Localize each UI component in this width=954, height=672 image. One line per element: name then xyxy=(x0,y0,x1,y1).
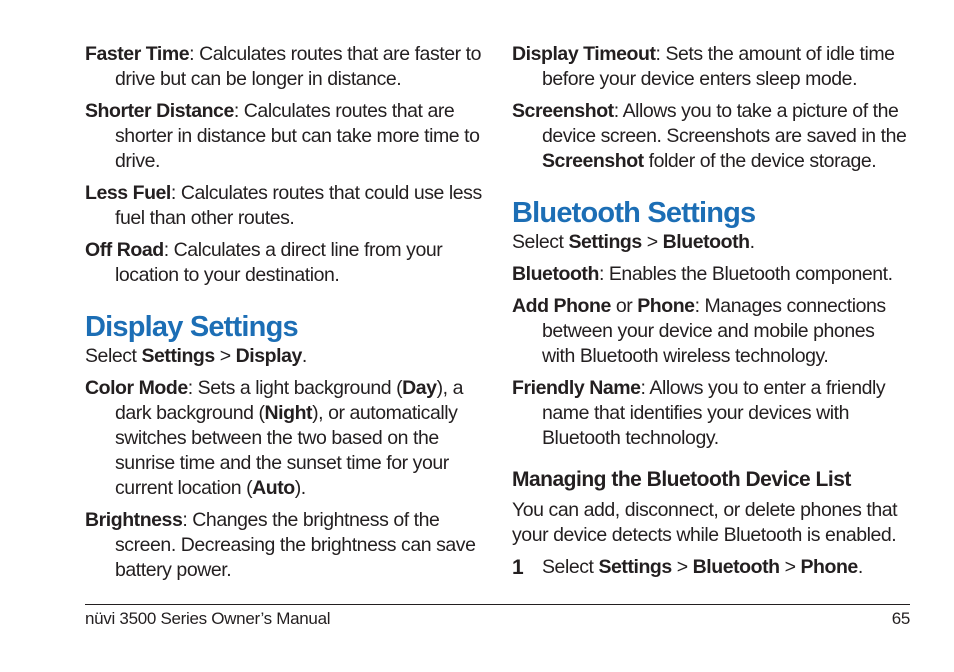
option-night: Night xyxy=(264,402,313,424)
description: : Calculates routes that could use less fuel than other routes. xyxy=(115,182,482,229)
description: : Calculates routes that are faster to drive but can be longer in distance. xyxy=(115,43,481,90)
folder-name: Screenshot xyxy=(542,150,644,172)
display-timeout-entry xyxy=(512,42,912,92)
footer-manual-title: nüvi 3500 Series Owner’s Manual xyxy=(85,609,331,628)
shorter-distance-entry xyxy=(85,99,485,174)
step-text xyxy=(542,555,863,580)
text: ), a dark background ( xyxy=(115,377,463,424)
bluetooth-settings-heading: Bluetooth Settings xyxy=(512,197,756,229)
menu-bluetooth: Bluetooth xyxy=(692,556,780,578)
term: Phone xyxy=(637,295,695,317)
term: Display Timeout xyxy=(512,43,656,65)
term: Brightness xyxy=(85,509,183,531)
footer-divider xyxy=(85,604,910,605)
step-number: 1 xyxy=(512,556,524,579)
text: folder of the device storage. xyxy=(643,150,877,172)
left-column xyxy=(85,42,485,590)
menu-phone: Phone xyxy=(800,556,858,578)
text: Select xyxy=(512,231,569,253)
off-road-entry xyxy=(85,238,485,288)
device-list-subheading: Managing the Bluetooth Device List xyxy=(512,468,851,491)
brightness-entry xyxy=(85,508,485,583)
color-mode-entry xyxy=(85,376,485,501)
text: or xyxy=(610,295,638,317)
description: : Allows you to enter a friendly name that identifies your devices with Bluetooth technology. xyxy=(542,377,886,449)
term: Friendly Name xyxy=(512,377,641,399)
term: Faster Time xyxy=(85,43,190,65)
display-settings-heading: Display Settings xyxy=(85,311,298,343)
menu-settings: Settings xyxy=(598,556,672,578)
term: Color Mode xyxy=(85,377,188,399)
text: Select xyxy=(85,345,142,367)
text: . xyxy=(301,345,307,367)
option-day: Day xyxy=(402,377,437,399)
bluetooth-select-path xyxy=(512,230,912,255)
text: ). xyxy=(294,477,306,499)
description: : Sets the amount of idle time before your device enters sleep mode. xyxy=(542,43,895,90)
menu-settings: Settings xyxy=(141,345,215,367)
menu-display: Display xyxy=(235,345,302,367)
device-list-intro: You can add, disconnect, or delete phones that your device detects while Bluetooth is enabled. xyxy=(512,499,898,546)
description: : Calculates routes that are shorter in distance but can take more time to drive. xyxy=(115,100,480,172)
display-select-path xyxy=(85,344,485,369)
option-auto: Auto xyxy=(252,477,295,499)
term: Off Road xyxy=(85,239,164,261)
less-fuel-entry xyxy=(85,181,485,231)
bluetooth-entry xyxy=(512,262,912,287)
separator: > xyxy=(641,231,663,253)
add-phone-entry xyxy=(512,294,912,369)
text: ), or automatically switches between the two based on the sunrise time and the sunset time for your current location ( xyxy=(115,402,458,499)
description: : Changes the brightness of the screen. Decreasing the brightness can save battery power. xyxy=(115,509,476,581)
separator: > xyxy=(779,556,801,578)
text: : Sets a light background ( xyxy=(187,377,403,399)
right-column xyxy=(512,42,912,580)
text: . xyxy=(749,231,755,253)
term: Bluetooth xyxy=(512,263,599,285)
description: : Enables the Bluetooth component. xyxy=(598,263,893,285)
description: : Manages connections between your device and mobile phones with Bluetooth wireless technology. xyxy=(542,295,886,367)
separator: > xyxy=(214,345,236,367)
step-1 xyxy=(512,555,912,580)
menu-bluetooth: Bluetooth xyxy=(662,231,750,253)
term: Screenshot xyxy=(512,100,614,122)
text: Select xyxy=(542,556,599,578)
text: . xyxy=(857,556,863,578)
text: : Allows you to take a picture of the device screen. Screenshots are saved in the xyxy=(542,100,907,147)
separator: > xyxy=(671,556,693,578)
menu-settings: Settings xyxy=(568,231,642,253)
faster-time-entry xyxy=(85,42,485,92)
page-number: 65 xyxy=(891,609,910,628)
term: Add Phone xyxy=(512,295,611,317)
screenshot-entry xyxy=(512,99,912,174)
term: Shorter Distance xyxy=(85,100,234,122)
description: : Calculates a direct line from your location to your destination. xyxy=(115,239,443,286)
friendly-name-entry xyxy=(512,376,912,451)
term: Less Fuel xyxy=(85,182,171,204)
